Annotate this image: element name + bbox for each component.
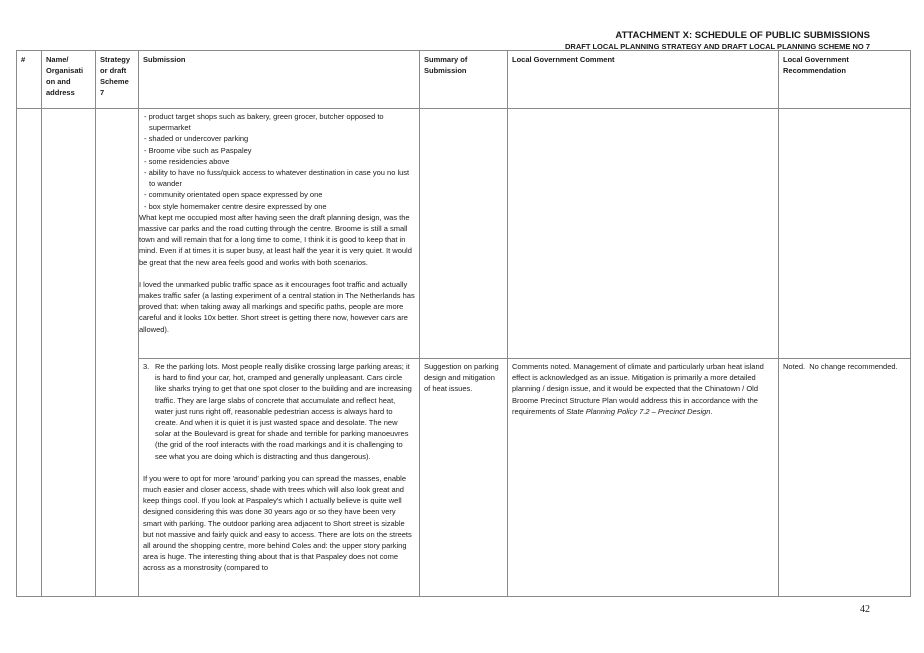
submission-paragraph: What kept me occupied most after having seen the draft planning design, was the massive car parks and the road cutting through the centre. Broome is still a small town and will remain that for a long time to come, I think it is good to keep that in mind. Even if at times it is super busy, at least half the year it is very quiet. It would be great that the new area feels good and works with both scenarios. xyxy=(139,212,412,267)
list-item: - Broome vibe such as Paspaley xyxy=(144,145,252,155)
list-item: - shaded or undercover parking xyxy=(144,134,249,144)
table-row xyxy=(17,109,911,359)
col-submission-header: Submission xyxy=(139,51,420,109)
submission-cell xyxy=(139,359,420,597)
col-number-header: # xyxy=(17,51,42,109)
list-item: - box style homemaker centre desire expressed by one xyxy=(144,201,327,211)
list-item: - product target shops such as bakery, green grocer, butcher opposed to supermarket xyxy=(144,112,384,133)
page-number: 42 xyxy=(860,604,870,615)
list-item: - community orientated open space expressed by one xyxy=(144,190,323,200)
submission-cell xyxy=(139,109,420,359)
summary-cell xyxy=(420,109,508,359)
submission-paragraph: Re the parking lots. Most people really dislike crossing large parking areas; it is hard to find your car, hot, cramped and generally unpleasant. Cars circle like sharks trying to get that one spot closer to the building and are increasing traffic. They are large slabs of concrete that accumulate and reflect heat, water just runs right off, reasonable pedestrian access is always hard to create. And when it is quiet it is just wasted space and desolate. The new solar at the Boulevard is great for shade and terrible for parking manoeuvres (the grid of the roof interacts with the road markings and it is challenging to see what you are doing which is distracting and thus dangerous). xyxy=(155,362,412,461)
comment-end: . xyxy=(710,406,713,416)
list-item: - some residencies above xyxy=(144,156,230,166)
col-summary-header: Summary of Submission xyxy=(420,51,508,109)
submission-paragraph: I loved the unmarked public traffic space as it encourages foot traffic and actually makes traffic safer (a lasting experiment of a central station in The Netherlands has proved that: when taking away all markings and specific paths, people are more careful and it looks 10x better. Short street is getting there now, however cars are allowed). xyxy=(139,279,415,334)
item-number: 3. xyxy=(143,362,150,371)
document-subtitle: DRAFT LOCAL PLANNING STRATEGY AND DRAFT LOCAL PLANNING SCHEME NO 7 xyxy=(564,42,870,51)
document-title: ATTACHMENT X: SCHEDULE OF PUBLIC SUBMISSIONS xyxy=(615,30,870,41)
col-strategy-header: Strategy or draft Scheme 7 xyxy=(96,51,139,109)
strategy-cell xyxy=(96,109,139,597)
recommendation-cell: Noted. No change recommended. xyxy=(779,359,911,597)
submissions-table xyxy=(16,50,911,597)
recommendation-cell xyxy=(779,109,911,359)
number-cell xyxy=(17,109,42,597)
col-comment-header: Local Government Comment xyxy=(508,51,779,109)
summary-cell: Suggestion on parking design and mitigation of heat issues. xyxy=(420,359,508,597)
col-recommendation-header: Local Government Recommendation xyxy=(779,51,911,109)
table-header-row xyxy=(17,51,911,109)
name-cell xyxy=(42,109,96,597)
comment-cell xyxy=(508,359,779,597)
comment-cell xyxy=(508,109,779,359)
comment-text: Comments noted. Management of climate and particularly urban heat island effect is acknowledged as an issue. Mitigation is primarily a more detailed planning / design issue, and it would be expected that the Chinatown / Old Broome Precinct Structure Plan would address this in accordance with the requirements of xyxy=(512,362,764,416)
table-row xyxy=(17,359,911,597)
list-item: - ability to have no fuss/quick access to whatever destination in case you no lust to wander xyxy=(144,168,410,189)
policy-reference: State Planning Policy 7.2 – Precinct Design xyxy=(566,406,711,416)
col-name-header: Name/ Organisati on and address xyxy=(42,51,96,109)
submission-paragraph: If you were to opt for more 'around' parking you can spread the masses, enable much easier and closer access, shade with trees which will also look great and keep things cool. If you look at Paspaley's which I actually believe is quite well designed considering this was done 30 years ago or so they have been very smart with parking. The outdoor parking area adjacent to Short street is sizable but not massive and fairly quick and easy to access. There are lots on the streets all around the shopping centre, more behind Coles and: the upper story parking area is huge. The interesting thing about that is that Paspaley does not come across as a monstrosity (compared to xyxy=(143,473,412,573)
